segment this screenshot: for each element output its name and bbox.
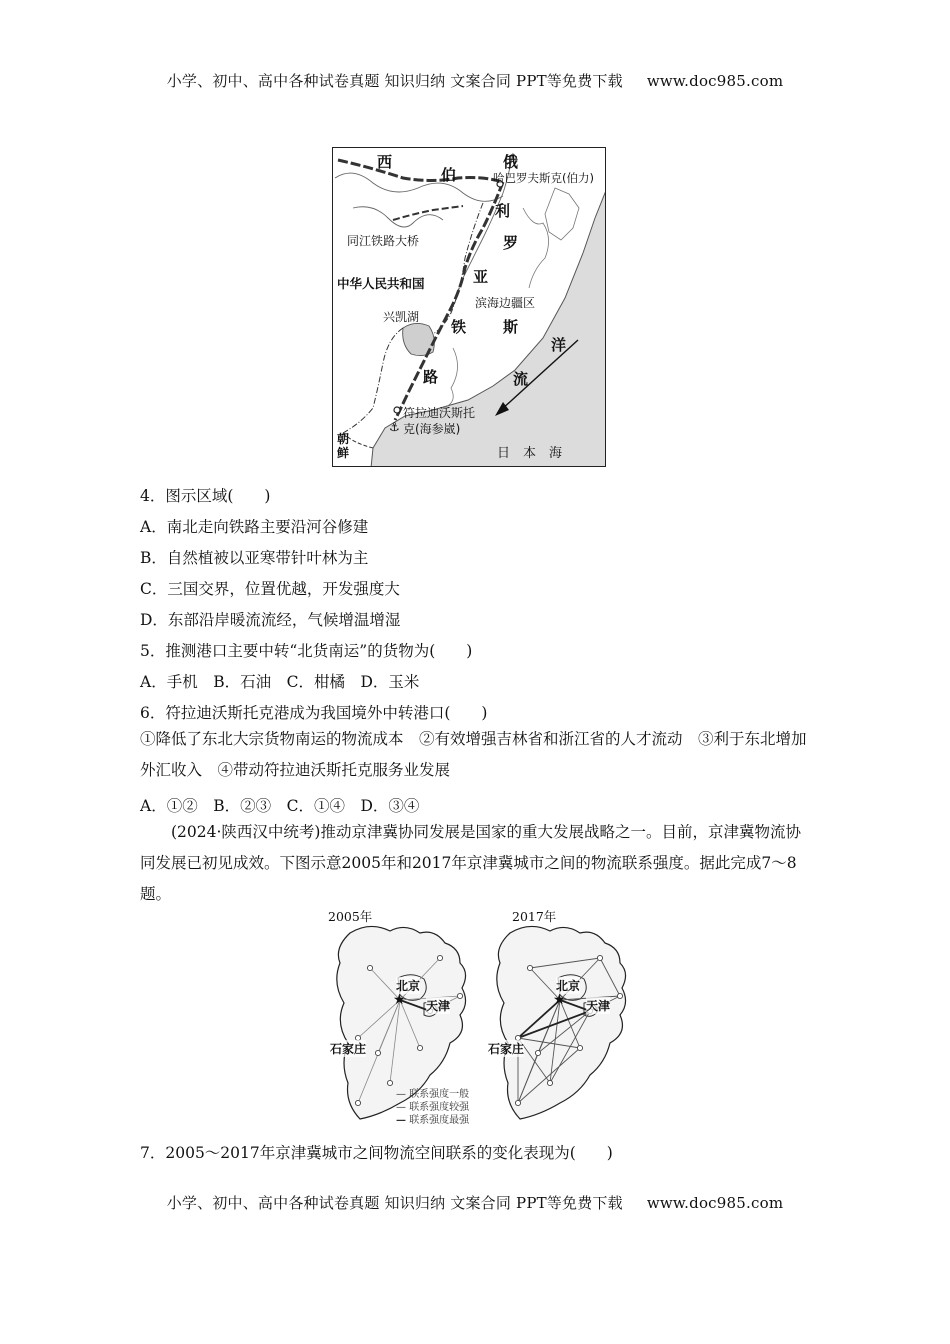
map-label-lu: 路 xyxy=(423,368,439,386)
map2-shijiazhuang-label-left: 石家庄 xyxy=(330,1042,367,1056)
map-label-xi: 西 xyxy=(377,153,393,171)
map-label-si: 斯 xyxy=(503,318,519,336)
map-label-tie: 铁 xyxy=(451,318,467,336)
header-left-text: 小学、初中、高中各种试卷真题 知识归纳 文案合同 PPT等免费下载 xyxy=(166,72,623,90)
q6-stem: 6．符拉迪沃斯托克港成为我国境外中转港口( ) xyxy=(140,704,488,722)
map2-shijiazhuang-label-right: 石家庄 xyxy=(488,1042,525,1056)
page-header xyxy=(0,70,950,91)
map-label-primorsky: 滨海边疆区 xyxy=(475,296,536,310)
q5-stem: 5．推测港口主要中转“北货南运”的货物为( ) xyxy=(140,642,473,660)
map-label-china: 中华人民共和国 xyxy=(337,276,425,291)
legend-strongest-text: 联系强度最强 xyxy=(409,1115,470,1126)
map-label-sea-of-japan: 日 本 海 xyxy=(497,446,563,461)
legend-normal-text: 联系强度一般 xyxy=(409,1089,470,1100)
map2-beijing-label-right: 北京 xyxy=(556,979,581,993)
map2-tianjin-label-right: 天津 xyxy=(586,999,611,1013)
page-footer xyxy=(0,1192,950,1213)
map2-legend-strongest: — 联系强度最强 xyxy=(396,1115,470,1126)
map-label-liu: 流 xyxy=(513,370,529,388)
russia-far-east-map xyxy=(332,147,606,467)
map-label-tongjiang-bridge: 同江铁路大桥 xyxy=(347,234,420,248)
map2-drawing xyxy=(320,903,640,1133)
star-icon: ★ xyxy=(393,992,406,1008)
star-icon: ★ xyxy=(553,992,566,1008)
map-label-li: 利 xyxy=(495,202,511,220)
q7-stem: 7．2005～2017年京津冀城市之间物流空间联系的变化表现为( ) xyxy=(140,1144,613,1162)
map2-year-2017: 2017年 xyxy=(512,909,557,924)
anchor-icon: ⚓ xyxy=(389,420,400,434)
map-label-luo: 罗 xyxy=(503,234,519,252)
jingjinji-intro: (2024·陕西汉中统考)推动京津冀协同发展是国家的重大发展战略之一。目前，京津冀物流协同发展已初见成效。下图示意2005年和2017年京津冀城市之间的物流联系强度。据此完成7～8题。 xyxy=(140,823,801,903)
footer-url[interactable]: www.doc985.com xyxy=(646,1194,784,1212)
map-label-korea-1: 朝 xyxy=(337,432,350,446)
map2-legend-strong: — 联系强度较强 xyxy=(396,1102,470,1113)
q6-options: A．①② B．②③ C．①④ D．③④ xyxy=(140,797,420,815)
map-label-xingkai-lake: 兴凯湖 xyxy=(383,310,420,324)
map-label-vladivostok-1: 符拉迪沃斯托 xyxy=(403,406,476,420)
q6-body: ①降低了东北大宗货物南运的物流成本 ②有效增强吉林省和浙江省的人才流动 ③利于东北增加外汇收入 ④带动符拉迪沃斯托克服务业发展 xyxy=(140,730,807,779)
q4-option-b: B．自然植被以亚寒带针叶林为主 xyxy=(140,549,369,567)
header-url[interactable]: www.doc985.com xyxy=(646,72,784,90)
q4-option-a: A．南北走向铁路主要沿河谷修建 xyxy=(140,518,369,536)
map2-beijing-label-left: 北京 xyxy=(396,979,421,993)
q4-option-c: C．三国交界，位置优越，开发强度大 xyxy=(140,580,400,598)
jingjinji-logistics-maps xyxy=(320,903,640,1133)
q4-stem: 4．图示区域( ) xyxy=(140,487,271,505)
map-label-khabarovsk: 哈巴罗夫斯克(伯力) xyxy=(493,171,594,185)
q5-options: A．手机 B．石油 C．柑橘 D．玉米 xyxy=(140,673,420,691)
map-label-korea-2: 鲜 xyxy=(337,446,350,460)
map2-year-2005: 2005年 xyxy=(328,909,373,924)
map-label-e: 俄 xyxy=(503,153,519,171)
map-label-yang: 洋 xyxy=(551,336,567,354)
map-label-vladivostok-2: 克(海参崴) xyxy=(403,422,461,436)
map2-legend-normal: — 联系强度一般 xyxy=(396,1089,470,1100)
map-label-ya: 亚 xyxy=(473,268,489,286)
map-label-bo: 伯 xyxy=(441,166,457,184)
map2-tianjin-label-left: 天津 xyxy=(426,999,451,1013)
legend-strong-text: 联系强度较强 xyxy=(409,1102,470,1113)
q4-option-d: D．东部沿岸暖流流经，气候增温增湿 xyxy=(140,611,401,629)
footer-left-text: 小学、初中、高中各种试卷真题 知识归纳 文案合同 PPT等免费下载 xyxy=(166,1194,623,1212)
